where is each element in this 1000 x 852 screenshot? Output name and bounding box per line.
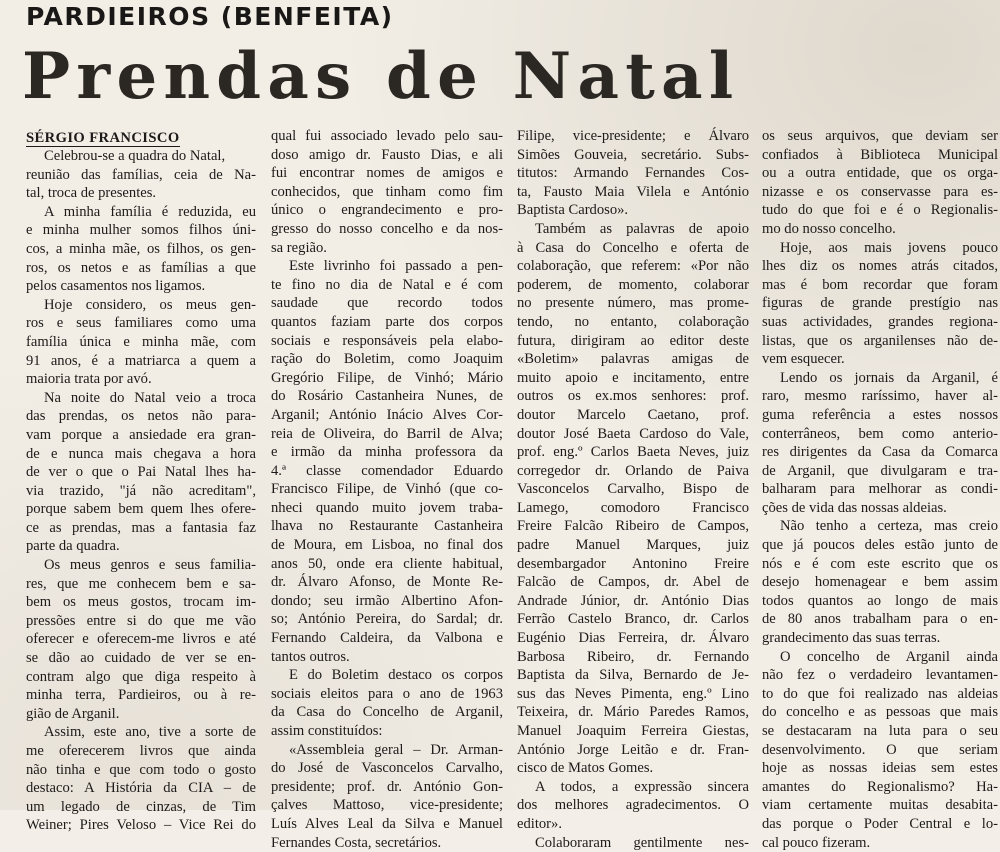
- article-text-line: Lamego, comodoro Francisco: [517, 499, 749, 516]
- article-text-line: grandecimento das suas terras.: [762, 630, 941, 647]
- article-text-line: Filipe, vice-presidente; e Álvaro: [517, 128, 749, 144]
- article-text-line: do José de Vasconcelos Carvalho,: [271, 760, 503, 777]
- article-text-line: Manuel Joaquim Ferreira Giestas,: [517, 723, 749, 739]
- article-text-line: Este livrinho foi passado a pen-: [289, 258, 503, 275]
- article-text-line: tal, troca de presentes.: [26, 185, 157, 202]
- article-text-line: Hoje considero, os meus gen-: [44, 296, 256, 313]
- article-text-line: Não tenho a certeza, mas creio: [780, 518, 998, 535]
- article-text-line: dr. Álvaro Afonso, de Monte Re-: [271, 574, 503, 591]
- article-text-line: padre Manuel Marques, juiz: [517, 537, 749, 554]
- article-text-line: Assim, este ano, tive a sorte de: [44, 724, 256, 741]
- article-text-line: corregedor dr. Orlando de Paiva: [517, 462, 749, 479]
- article-text-line: confiados à Biblioteca Municipal: [762, 146, 998, 163]
- article-text-line: me oferecerem livros que ainda: [26, 743, 256, 759]
- article-text-line: Eugénio Dias Ferreira, dr. Álvaro: [517, 630, 749, 647]
- article-text-line: 4.ª classe comendador Eduardo: [271, 462, 503, 479]
- article-text-line: via trazido, "já não acreditam",: [26, 482, 256, 499]
- article-text-line: A todos, a expressão sincera: [535, 778, 749, 795]
- article-text-line: hoje as nossas ideias sem estes: [762, 760, 998, 777]
- author-byline: SÉRGIO FRANCISCO: [26, 130, 180, 146]
- article-text-line: conterrâneos, bem como anterio-: [762, 425, 998, 442]
- article-text-line: viam certamente muitas desabita-: [762, 797, 998, 814]
- article-text-line: lhava no Restaurante Castanheira: [271, 518, 503, 535]
- article-text-line: da Casa do Concelho de Arganil,: [271, 704, 503, 721]
- article-text-line: pressões entre si do que me vão: [26, 612, 256, 629]
- article-text-line: Celebrou-se a quadra do Natal,: [44, 148, 226, 164]
- article-text-line: ce as prendas, mas a fantasia faz: [26, 519, 256, 536]
- article-text-line: lhes diz os nomes atrás citados,: [762, 258, 998, 275]
- article-text-line: nizasse e os conservasse para es-: [762, 183, 998, 200]
- article-text-line: de 80 anos trabalham para o en-: [762, 611, 998, 628]
- article-text-line: um legado de cinzas, de Tim: [26, 798, 256, 815]
- article-text-line: nós e é com este escrito que os: [762, 555, 998, 572]
- article-text-line: de ver o que o Pai Natal lhes ha-: [26, 464, 256, 481]
- article-text-line: muito apoio e incitamento, entre: [517, 369, 749, 386]
- article-text-line: Luís Alves Leal da Silva e Manuel: [271, 815, 503, 832]
- article-text-line: dos melhores agradecimentos. O: [517, 797, 749, 814]
- article-text-line: reia de Oliveira, do Barril de Alva;: [271, 425, 503, 442]
- article-text-line: Francisco Filipe, de Vinhó (que co-: [271, 481, 503, 498]
- article-text-line: único o engrandecimento e pro-: [271, 202, 503, 219]
- article-text-line: prof. eng.º Carlos Baeta Neves, juiz: [517, 444, 749, 461]
- article-text-line: «Boletim» palavras amigas de: [517, 351, 749, 368]
- article-text-line: qual fui associado levado pelo sau-: [271, 128, 503, 144]
- article-text-line: gresso do nosso concelho e da nos-: [271, 220, 503, 237]
- article-headline: Prendas de Natal: [22, 39, 740, 114]
- article-text-line: Gregório Filipe, de Vinhó; Mário: [271, 369, 503, 386]
- article-text-line: cisco de Matos Gomes.: [517, 760, 654, 777]
- article-text-line: pelos casamentos nos ligamos.: [26, 278, 206, 295]
- article-text-line: Vasconcelos Carvalho, Bispo de: [517, 481, 749, 498]
- article-text-line: vem esquecer.: [762, 351, 845, 368]
- article-text-line: não tinha e que com todo o gosto: [26, 761, 256, 778]
- article-text-line: que já poucos deles estão junto de: [762, 537, 998, 554]
- article-text-line: editor».: [517, 815, 562, 832]
- article-text-line: do Rosário Castanheira Nunes, de: [271, 388, 503, 405]
- article-text-line: gião de Arganil.: [26, 705, 120, 722]
- article-text-line: doutor Marcelo Caetano, prof.: [517, 406, 749, 423]
- article-text-line: listas, que os arganilenses não de-: [762, 332, 998, 349]
- article-text-line: Fernandes Costa, secretários.: [271, 834, 442, 851]
- article-text-line: ros, os netos e as famílias a que: [26, 259, 256, 276]
- article-text-line: presidente; prof. dr. António Gon-: [271, 778, 503, 795]
- article-text-line: nheci quando muito jovem traba-: [271, 499, 503, 516]
- article-text-line: ções de vida das nossas aldeias.: [762, 499, 947, 516]
- article-text-line: se dão ao cuidado de ver se en-: [26, 650, 256, 667]
- article-text-line: Fernando Caldeira, da Valbona e: [271, 630, 503, 647]
- article-text-line: suas actividades, grandes regiona-: [762, 313, 998, 330]
- article-text-line: to do que foi realizado nas aldeias: [762, 685, 998, 702]
- article-text-line: Ferrão Castelo Branco, dr. Carlos: [517, 611, 749, 628]
- article-column-4: [762, 127, 998, 851]
- article-text-line: te fino no dia de Natal e é com: [271, 276, 503, 293]
- article-column-2: [271, 127, 503, 851]
- article-text-line: vam porque a ansiedade era gran-: [26, 426, 256, 443]
- article-text-line: parte da quadra.: [26, 538, 120, 555]
- article-text-line: Freire Falcão Ribeiro de Campos,: [517, 518, 749, 535]
- article-text-line: tendo, no entanto, colaboração: [517, 313, 749, 330]
- article-text-line: cal pouco fizeram.: [762, 834, 871, 851]
- article-text-line: de Moura, em Lisboa, no final dos: [271, 537, 503, 554]
- article-text-line: de Arganil, que divulgaram e tra-: [762, 462, 998, 479]
- article-text-line: cos, a minha mãe, os filhos, os gen-: [26, 240, 256, 257]
- article-text-line: Teixeira, dr. Mário Paredes Ramos,: [517, 704, 749, 721]
- article-text-line: reunião das famílias, ceia de Na-: [26, 166, 256, 183]
- article-text-line: res, que me conhecem bem e sa-: [26, 575, 256, 592]
- article-text-line: fui encontrar nomes de amigos e: [271, 165, 503, 182]
- article-text-line: saudade que recordo todos: [271, 295, 503, 312]
- article-text-line: sa região.: [271, 239, 327, 256]
- article-text-line: çalves Mattoso, vice-presidente;: [271, 797, 503, 814]
- article-text-line: ros e seus familiares como uma: [26, 315, 256, 332]
- article-text-line: ou a outra entidade, que os orga-: [762, 165, 998, 182]
- article-text-line: Falcão de Campos, dr. Abel de: [517, 574, 749, 591]
- article-text-line: A minha família é reduzida, eu: [44, 203, 256, 220]
- section-kicker: PARDIEIROS (BENFEITA): [26, 2, 394, 31]
- article-text-line: ta, Fausto Maia Vilela e António: [517, 183, 749, 200]
- article-text-line: 91 anos, é a matriarca a quem a: [26, 352, 256, 369]
- article-text-line: António Jorge Leitão e dr. Fran-: [517, 741, 749, 758]
- article-text-line: titutos: Armando Fernandes Cos-: [517, 165, 749, 182]
- article-text-line: colaboração, que referem: «Por não: [517, 258, 749, 275]
- article-column-1: [26, 127, 256, 834]
- article-text-line: futura, dirigiram ao editor deste: [517, 332, 749, 349]
- article-text-line: de e nunca mais chegava a hora: [26, 445, 256, 462]
- article-text-line: do concelho e as pessoas que mais: [762, 704, 998, 721]
- article-text-line: não fez o verdadeiro levantamen-: [762, 667, 998, 684]
- article-text-line: os seus arquivos, que deviam ser: [762, 128, 998, 144]
- article-text-line: doutor José Baeta Cardoso do Vale,: [517, 425, 749, 442]
- article-text-line: se destacaram na luta para o seu: [762, 723, 998, 739]
- article-text-line: desembargador Antonino Freire: [517, 555, 749, 572]
- article-text-line: todos quantos ao longo de mais: [762, 592, 998, 609]
- article-text-line: O concelho de Arganil ainda: [780, 648, 998, 665]
- article-text-line: Na noite do Natal veio a troca: [44, 389, 256, 406]
- article-text-line: guma referência a estes nossos: [762, 406, 998, 423]
- article-text-line: tudo do que foi e é o Regionalis-: [762, 202, 998, 219]
- article-text-line: sociais e responsáveis pela elabo-: [271, 332, 503, 349]
- article-text-line: E do Boletim destaco os corpos: [289, 667, 503, 684]
- article-text-line: Baptista Cardoso».: [517, 202, 629, 219]
- article-text-line: no presente número, mas prome-: [517, 295, 749, 312]
- article-text-line: assim constituídos:: [271, 723, 383, 739]
- article-text-line: e irmão da minha professora da: [271, 444, 503, 461]
- article-text-line: à Casa do Concelho e oferta de: [517, 239, 749, 256]
- article-text-line: mas é bom recordar que foram: [762, 276, 998, 293]
- article-text-line: destaco: A História da CIA – de: [26, 780, 256, 797]
- article-text-line: Barbosa Ribeiro, dr. Fernando: [517, 648, 749, 665]
- article-text-line: anos 50, onde era cliente habitual,: [271, 555, 503, 572]
- article-text-line: desenvolvimento. O que seriam: [762, 741, 998, 758]
- article-text-line: Andrade Júnior, dr. António Dias: [517, 592, 749, 609]
- article-text-line: figuras de grande prestígio nas: [762, 295, 998, 312]
- article-text-line: das prendas, os netos não para-: [26, 408, 256, 425]
- article-text-line: poderem, de momento, colaborar: [517, 276, 749, 293]
- article-text-line: so; António Pereira, do Sardal; dr.: [271, 611, 503, 628]
- article-text-line: dondo; seu irmão Albertino Afon-: [271, 592, 503, 609]
- article-text-line: sociais eleitos para o ano de 1963: [271, 685, 503, 702]
- article-text-line: Os meus genros e seus familia-: [44, 557, 256, 574]
- article-text-line: Hoje, aos mais jovens pouco: [780, 239, 998, 256]
- article-text-line: oferecer e oferecem-me livros e até: [26, 631, 256, 648]
- article-text-line: Também as palavras de apoio: [535, 220, 749, 237]
- article-text-line: sus das Neves Pimenta, eng.º Lino: [517, 685, 749, 702]
- article-text-line: raro, mesmo raríssimo, haver al-: [762, 388, 998, 405]
- article-text-line: Colaboraram gentilmente nes-: [535, 834, 749, 851]
- article-text-line: minha terra, Pardieiros, ou à re-: [26, 687, 256, 704]
- article-text-line: e minha mulher somos filhos úni-: [26, 222, 256, 239]
- article-text-line: maioria trata por avó.: [26, 371, 152, 388]
- article-text-line: das porque o Poder Central e lo-: [762, 815, 998, 832]
- article-text-line: amantes do Regionalismo? Ha-: [762, 778, 998, 795]
- article-text-line: Baptista da Silva, Bernardo de Je-: [517, 667, 749, 684]
- article-text-line: bem os meus gostos, trocam im-: [26, 594, 256, 611]
- article-text-line: Lendo os jornais da Arganil, é: [780, 369, 998, 386]
- article-column-3: [517, 127, 749, 851]
- article-text-line: doso amigo dr. Fausto Dias, e ali: [271, 146, 503, 163]
- article-text-line: Simões Gouveia, secretário. Subs-: [517, 146, 749, 163]
- article-text-line: família única e minha mãe, com: [26, 333, 256, 350]
- article-text-line: Weiner; Pires Veloso – Vice Rei do: [26, 817, 256, 834]
- article-text-line: «Assembleia geral – Dr. Arman-: [289, 741, 503, 758]
- article-text-line: outros os ex.mos senhores: prof.: [517, 388, 749, 405]
- article-text-line: quantos faziam parte dos corpos: [271, 313, 503, 330]
- article-text-line: Arganil; António Inácio Alves Cor-: [271, 406, 503, 423]
- article-text-line: mo do nosso concelho.: [762, 220, 896, 237]
- article-text-line: balharam para melhorar as condi-: [762, 481, 998, 498]
- article-text-line: tantos outros.: [271, 648, 350, 665]
- article-text-line: desejo homenagear e bem assim: [762, 574, 998, 591]
- article-text-line: conhecidos, que tinham como fim: [271, 183, 503, 200]
- article-text-line: ração do Boletim, como Joaquim: [271, 351, 503, 368]
- article-text-line: porque sabem bem quem lhes ofere-: [26, 501, 256, 518]
- article-text-line: res dirigentes da Casa da Comarca: [762, 444, 998, 461]
- article-text-line: contram algo que diga respeito à: [26, 668, 256, 685]
